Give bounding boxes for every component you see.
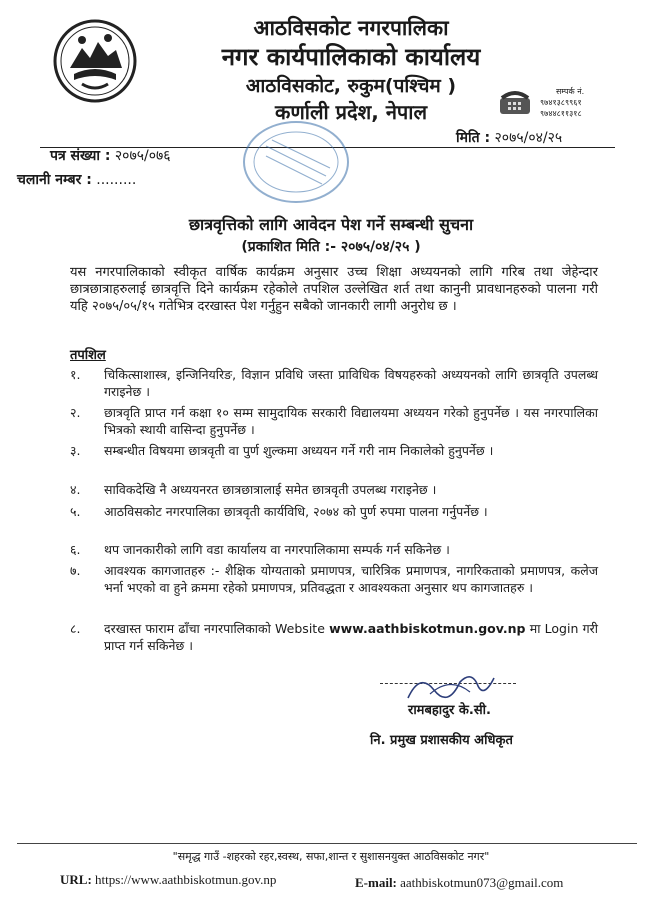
list-item-number: ६.: [70, 542, 81, 557]
date-label: मिति :: [456, 130, 491, 146]
dispatch-number-label: चलानी नम्बर :: [17, 172, 92, 188]
contact-label: सम्पर्क नं.: [556, 87, 585, 96]
letterhead-address: आठविसकोट, रुकुम(पश्चिम ): [245, 75, 457, 97]
office-stamp-icon: [236, 116, 356, 208]
letter-number-row: [50, 146, 171, 165]
list-item-text: थप जानकारीको लागि वडा कार्यालय वा नगरपालिकामा सम्पर्क गर्न सकिनेछ ।: [104, 542, 450, 557]
list-item: [70, 541, 598, 558]
details-heading: तपशिल: [70, 348, 106, 363]
letterhead-province: कर्णाली प्रदेश, नेपाल: [274, 100, 428, 124]
contact-block: [540, 86, 584, 119]
list-item: [70, 366, 598, 400]
footer-email: [355, 875, 563, 891]
list-item-text: आवश्यक कागजातहरु :- शैक्षिक योग्यताको प्रमाणपत्र, चारित्रिक प्रमाणपत्र, नागरिकताको प्रमाणपत्र, कलेज भर्ना भएको वा हुने क्रममा रहेको प्रमाणपत्र, प्रतिवद्धता र आवश्यकता अनुसार थप कागजातहरु ।: [104, 563, 598, 595]
signatory-name: रामबहादुर के.सी.: [408, 703, 491, 718]
item8-text-after: मा Login गरी प्राप्त गर्न सकिनेछ ।: [104, 621, 598, 653]
url-link[interactable]: https://www.aathbiskotmun.gov.np: [95, 872, 277, 887]
letter-number-value: २०७५/०७६: [114, 148, 171, 164]
list-item-text: [104, 620, 598, 654]
item8-text-before: दरखास्त फाराम ढाँचा नगरपालिकाको Website: [104, 621, 330, 636]
list-item: [70, 481, 598, 498]
list-item: [70, 442, 598, 459]
letterhead-municipality: आठविसकोट नगरपालिका: [253, 16, 449, 40]
list-item-text: चिकित्साशास्त्र, इन्जिनियरिङ, विज्ञान प्रविधि जस्ता प्राविधिक विषयहरुको अध्ययनको लागि छात्रवृति उपलब्ध गराइनेछ ।: [104, 367, 598, 399]
dispatch-number-value: .........: [96, 172, 137, 188]
email-label: E-mail:: [355, 875, 397, 890]
list-item: [70, 404, 598, 438]
list-item-number: १.: [70, 367, 81, 382]
notice-title: छात्रवृत्तिको लागि आवेदन पेश गर्ने सम्बन्धी सुचना: [188, 215, 474, 234]
list-item-text: साविकदेखि नै अध्ययनरत छात्रछात्रालाई समेत छात्रवृती उपलब्ध गराइनेछ ।: [104, 482, 437, 497]
date-row: [456, 128, 562, 147]
email-link[interactable]: aathbiskotmun073@gmail.com: [400, 875, 564, 890]
footer-slogan: "समृद्ध गाउँ -शहरको रहर,स्वस्थ, सफा,शान्त र सुशासनयुक्त आठविसकोट नगर": [172, 850, 490, 863]
list-item-number: ३.: [70, 443, 81, 458]
url-label: URL:: [60, 872, 92, 887]
dispatch-number-row: [17, 170, 136, 189]
list-item-number: ८.: [70, 621, 81, 636]
phone-number-2: ९७४४८११३१८: [540, 109, 582, 118]
signatory-title: नि. प्रमुख प्रशासकीय अधिकृत: [370, 733, 513, 748]
notice-published-date: (प्रकाशित मिति :- २०७५/०४/२५ ): [241, 239, 421, 255]
list-item-number: २.: [70, 405, 81, 420]
list-item-text: छात्रवृति प्राप्त गर्न कक्षा १० सम्म सामुदायिक सरकारी विद्यालयमा अध्ययन गरेको हुनुपर्नेछ । यस नगरपालिका भित्रको स्थायी वासिन्दा हुनुपर्नेछ ।: [104, 405, 598, 437]
list-item: [70, 562, 598, 596]
website-link[interactable]: www.aathbiskotmun.gov.np: [329, 621, 526, 636]
date-value: २०७५/०४/२५: [494, 130, 563, 146]
list-item-number: ५.: [70, 504, 81, 519]
list-item: [70, 503, 598, 520]
letterhead-office: नगर कार्यपालिकाको कार्यालय: [221, 43, 481, 71]
footer-url: [60, 872, 276, 888]
letter-number-label: पत्र संख्या :: [50, 148, 111, 164]
list-item: [70, 620, 598, 654]
notice-intro: यस नगरपालिकाको स्वीकृत वार्षिक कार्यक्रम अनुसार उच्च शिक्षा अध्ययनको लागि गरिब तथा जेहेन्दार छात्रछात्राहरुलाई छात्रवृत्ति दिने कार्यक्रम रहेकोले तपशिल उल्लेखित शर्त तथा कानुनी प्रावधानहरुको पालना गरी यहि २०७५/०५/१५ गतेभित्र दरखास्त पेश गर्नुहुन सबैको जानकारी लागी अनुरोध छ ।: [70, 265, 598, 314]
phone-number-1: ९७४१३८९९६१: [540, 98, 582, 107]
list-item-text: आठविसकोट नगरपालिका छात्रवृती कार्यविधि, २०७४ को पुर्ण रुपमा पालना गर्नुपर्नेछ ।: [104, 504, 488, 519]
list-item-number: ४.: [70, 482, 81, 497]
list-item-text: सम्बन्धीत विषयमा छात्रवृती वा पुर्ण शुल्कमा अध्ययन गर्ने गरी नाम निकालेको हुनुपर्नेछ ।: [104, 443, 494, 458]
footer-divider: [17, 843, 637, 844]
telephone-icon: [498, 88, 532, 116]
list-item-number: ७.: [70, 563, 81, 578]
